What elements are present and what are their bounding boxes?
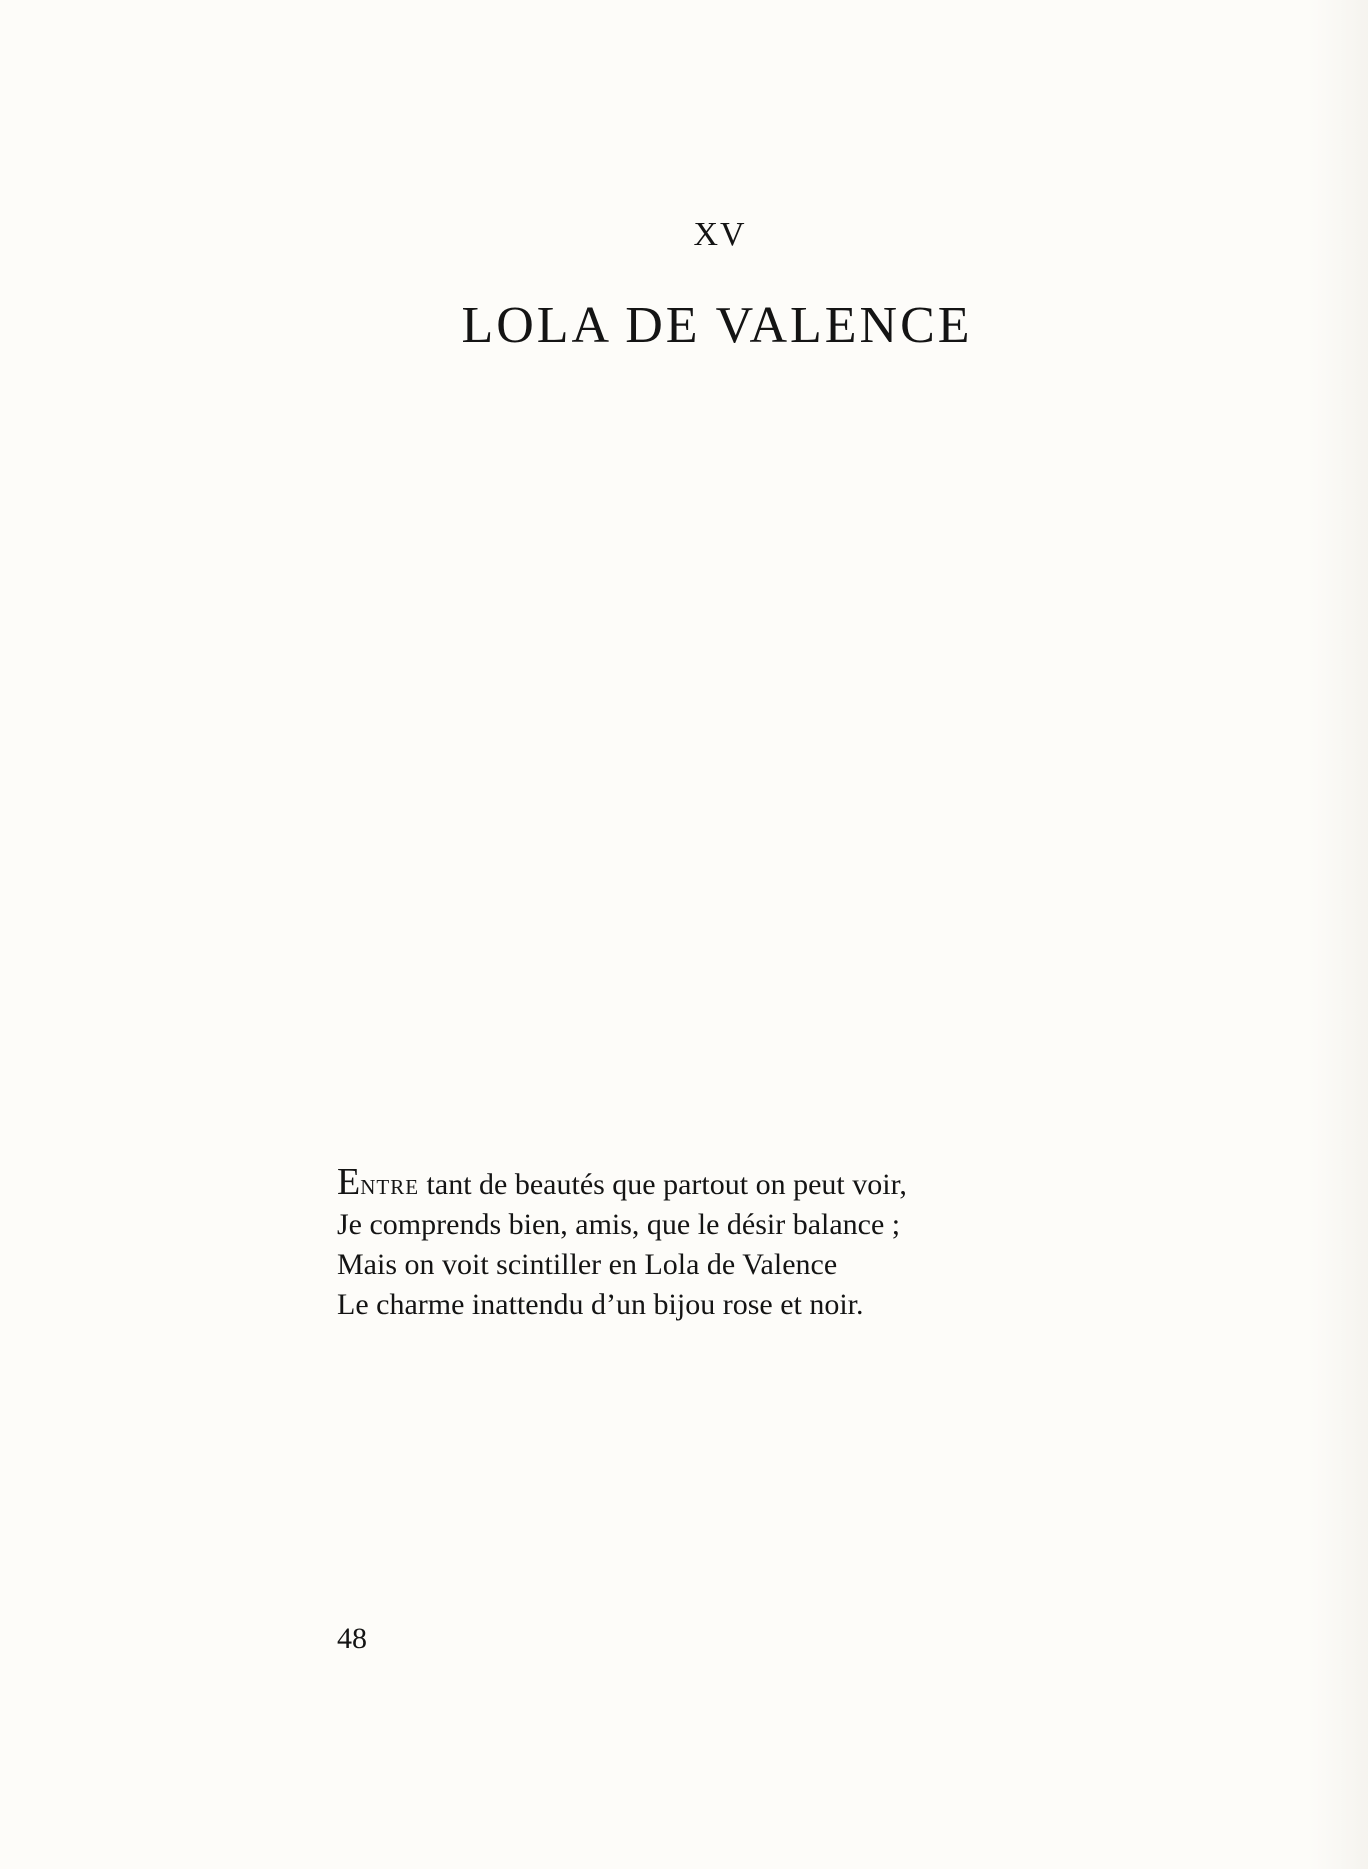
verse-initial: E	[337, 1161, 361, 1203]
chapter-number: XV	[693, 216, 747, 253]
page-number: 48	[337, 1622, 367, 1655]
verse-small-caps: ntre	[360, 1168, 420, 1201]
stanza	[337, 1162, 1137, 1325]
verse-line-2: Je comprends bien, amis, que le désir balance ;	[337, 1208, 901, 1241]
verse-line-1-rest: tant de beautés que partout on peut voir,	[419, 1168, 907, 1201]
verse-line-1	[337, 1162, 1137, 1205]
verse-line-4: Le charme inattendu d’un bijou rose et noir.	[337, 1288, 864, 1321]
page-edge-shadow	[1308, 0, 1368, 1869]
verse-line-3: Mais on voit scintiller en Lola de Valence	[337, 1248, 838, 1281]
poem-title: LOLA DE VALENCE	[461, 297, 973, 354]
